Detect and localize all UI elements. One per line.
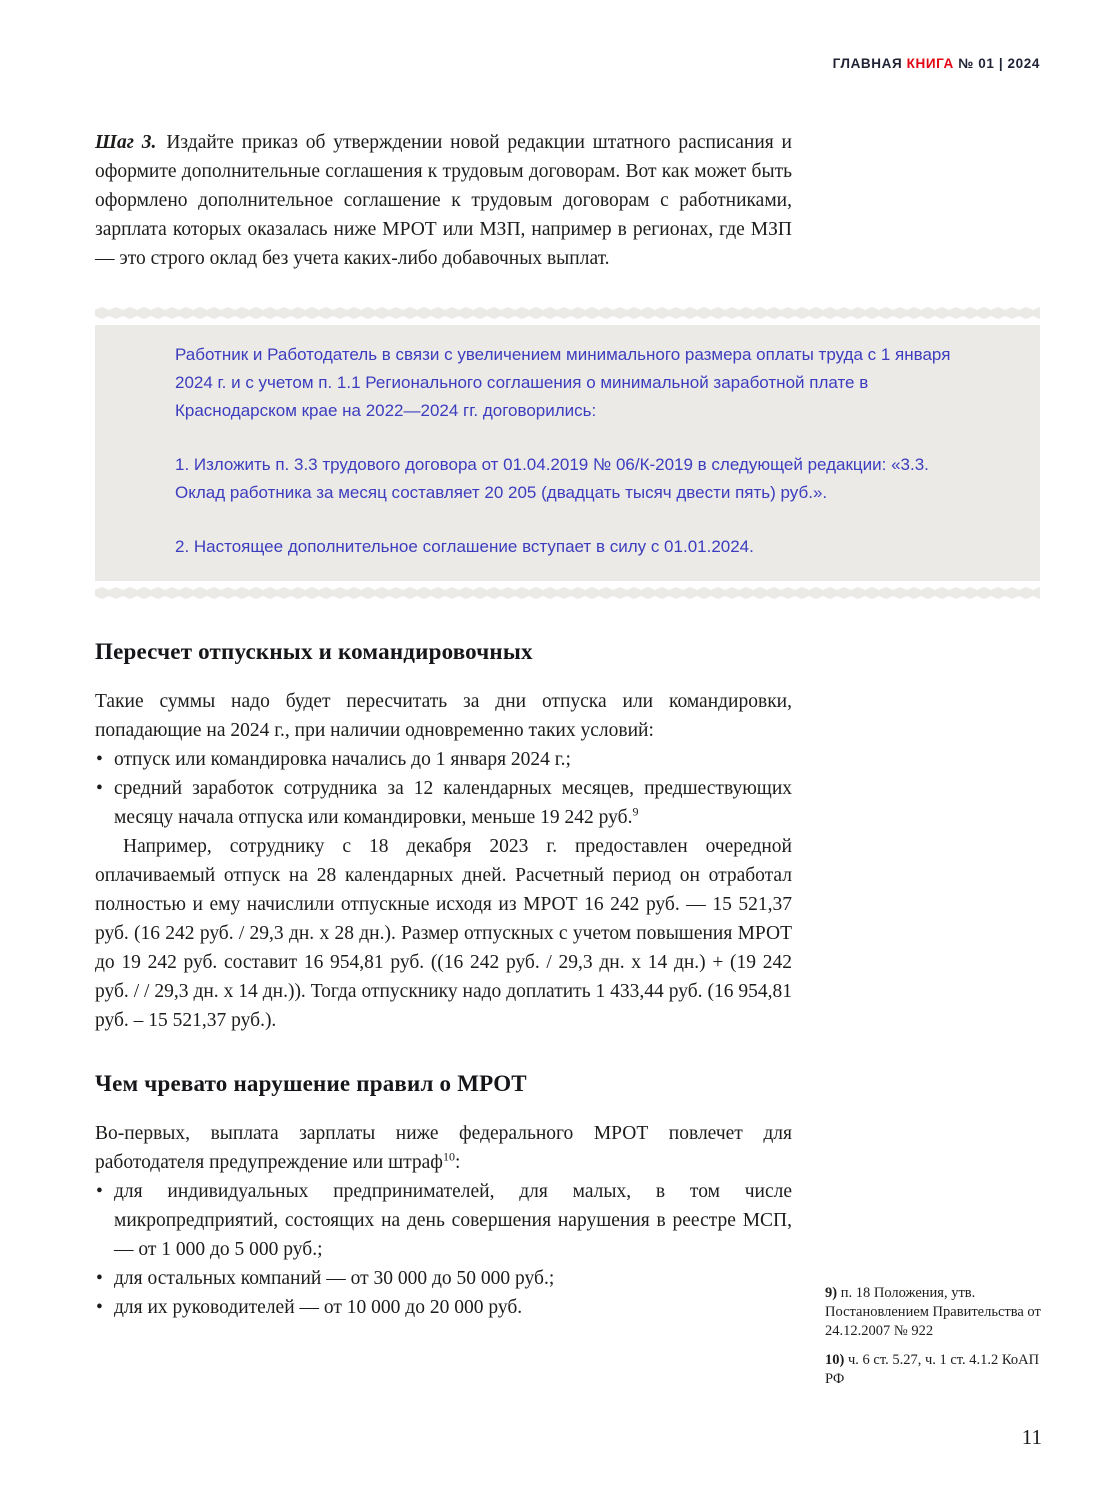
page-number: 11	[1021, 1425, 1042, 1449]
main-content	[95, 128, 1040, 1322]
section2-text-colon: :	[454, 1152, 461, 1173]
section2-paragraph-1	[95, 1119, 792, 1177]
section1-example-paragraph: Например, сотруднику с 18 декабря 2023 г. предоставлен очередной оплачиваемый отпуск на 28 календарных дней. Расчетный период он отработал полностью и ему начислили отпускные исходя из МРОТ 16 242 руб. — 15 521,37 руб. (16 242 руб. / 29,3 дн. x 28 дн.). Размер отпускных с учетом повышения МРОТ до 19 242 руб. составит 16 954,81 руб. ((16 242 руб. / 29,3 дн. x 14 дн.) + (19 242 руб. / / 29,3 дн. x 14 дн.)). Тогда отпускнику надо доплатить 1 433,44 руб. (16 954,81 руб. – 15 521,37 руб.).	[95, 836, 792, 1031]
step-paragraph	[95, 128, 792, 273]
step-label: Шаг 3.	[95, 132, 157, 153]
section1-bullet-list	[95, 745, 792, 832]
section2-bullet-list	[95, 1177, 792, 1322]
footnote-marker: 9)	[825, 1285, 838, 1301]
step-text: Издайте приказ об утверждении новой редакции штатного расписания и оформите дополнительные соглашения к трудовым договорам. Вот как может быть оформлено дополнительное соглашение к трудовым договорам с работниками, зарплата которых оказалась ниже МРОТ или МЗП, например в регионах, где МЗП — это строго оклад без учета каких-либо добавочных выплат.	[95, 132, 792, 269]
section-title-violation: Чем чревато нарушение правил о МРОТ	[95, 1071, 527, 1096]
page-header	[833, 56, 1040, 71]
footnote-ref-10: 10	[442, 1149, 455, 1164]
torn-edge-top-ribbon-icon	[95, 307, 1040, 319]
footnotes-column	[825, 1284, 1043, 1399]
bullet-text: для индивидуальных предпринимателей, для малых, в том числе микропредприятий, состоящих на день совершения нарушения в реестре МСП, — от 1 000 до 5 000 руб.;	[114, 1181, 792, 1260]
footnote-item	[825, 1284, 1043, 1341]
footnote-item	[825, 1351, 1043, 1389]
footnote-text: ч. 6 ст. 5.27, ч. 1 ст. 4.1.2 КоАП РФ	[825, 1352, 1040, 1387]
bullet-text: для их руководителей — от 10 000 до 20 000 руб.	[114, 1297, 523, 1318]
list-item	[95, 1264, 792, 1293]
torn-edge-bottom-ribbon-icon	[95, 587, 1040, 599]
bullet-text: средний заработок сотрудника за 12 календарных месяцев, предшествующих месяцу начала отпуска или командировки, меньше 19 242 руб.	[114, 778, 792, 828]
list-item	[95, 1177, 792, 1264]
bullet-text: для остальных компаний — от 30 000 до 50 000 руб.;	[114, 1268, 555, 1289]
list-item	[95, 1293, 792, 1322]
list-item	[95, 745, 792, 774]
agreement-excerpt-box	[95, 307, 1040, 599]
brand-name-second: КНИГА	[906, 56, 954, 71]
footnote-text: п. 18 Положения, утв. Постановлением Правительства от 24.12.2007 № 922	[825, 1285, 1041, 1339]
section2-text: Во-первых, выплата зарплаты ниже федерального МРОТ повлечет для работодателя предупреждение или штраф	[95, 1123, 792, 1173]
section1-paragraph-1: Такие суммы надо будет пересчитать за дни отпуска или командировки, попадающие на 2024 г., при наличии одновременно таких условий:	[95, 691, 792, 741]
footnote-marker: 10)	[825, 1352, 845, 1368]
issue-number: № 01 | 2024	[958, 56, 1040, 71]
footnote-ref-9: 9	[632, 804, 639, 819]
brand-name-first: ГЛАВНАЯ	[832, 56, 903, 71]
excerpt-paragraph-1: Работник и Работодатель в связи с увеличением минимального размера оплаты труда с 1 января 2024 г. и с учетом п. 1.1 Регионального соглашения о минимальной заработной плате в Краснодарском крае на 2022—2024 гг. договорились:	[175, 345, 951, 420]
section-title-recalculation: Пересчет отпускных и командировочных	[95, 639, 533, 664]
agreement-excerpt-body	[95, 325, 1040, 581]
list-item	[95, 774, 792, 832]
excerpt-paragraph-3: 2. Настоящее дополнительное соглашение вступает в силу с 01.01.2024.	[175, 537, 754, 556]
excerpt-paragraph-2: 1. Изложить п. 3.3 трудового договора от 01.04.2019 № 06/К-2019 в следующей редакции: «3.3. Оклад работника за месяц составляет 20 205 (двадцать тысяч двести пять) руб.».	[175, 455, 929, 502]
bullet-text: отпуск или командировка начались до 1 января 2024 г.;	[114, 749, 571, 770]
